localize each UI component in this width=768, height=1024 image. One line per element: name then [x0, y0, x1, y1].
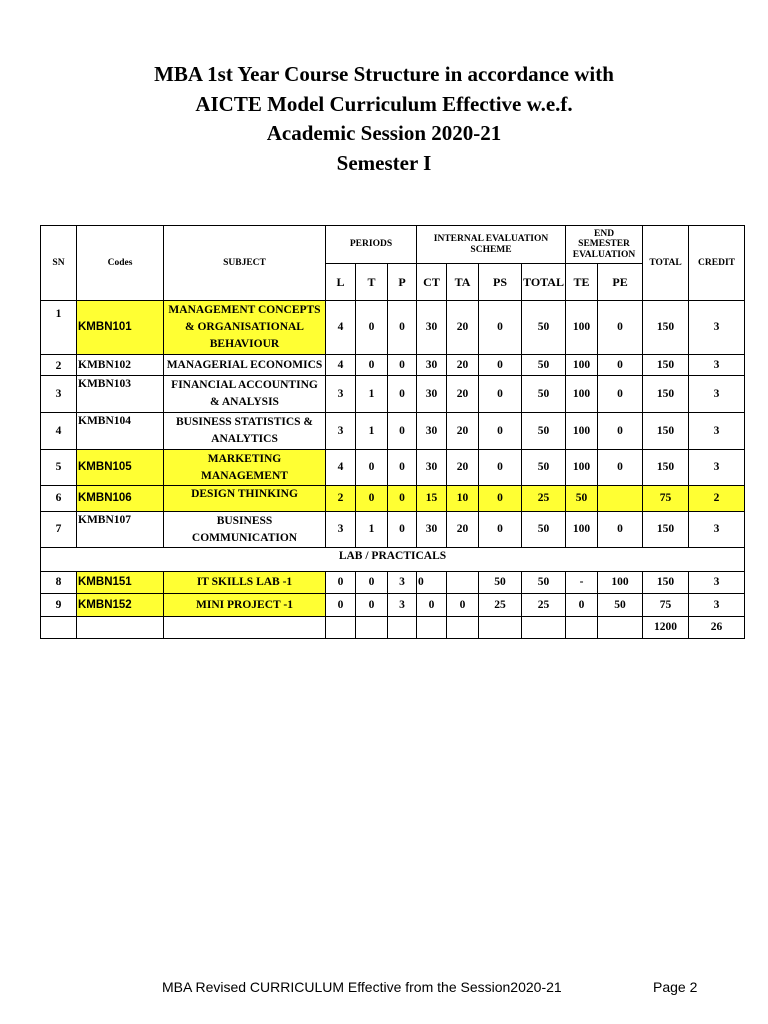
- row-credit: 3: [689, 413, 745, 450]
- row-total: 150: [643, 413, 689, 450]
- row-t: 0: [356, 572, 388, 594]
- row-credit: 3: [689, 512, 745, 548]
- row-p: 3: [388, 594, 417, 617]
- table-row: [41, 486, 745, 512]
- row-te: 0: [566, 594, 598, 617]
- row-total: 150: [643, 572, 689, 594]
- table-row: [41, 413, 745, 450]
- row-p: 0: [388, 512, 417, 548]
- header-ct: CT: [417, 264, 447, 301]
- row-total: 150: [643, 512, 689, 548]
- row-ct: 30: [417, 512, 447, 548]
- row-sn: 9: [41, 594, 77, 617]
- grand-credit: 26: [689, 617, 745, 639]
- row-sn: 4: [41, 413, 77, 450]
- row-code: KMBN152: [77, 594, 164, 617]
- row-credit: 3: [689, 376, 745, 413]
- row-ps: 0: [479, 301, 522, 355]
- row-l: 3: [326, 512, 356, 548]
- row-ct: 30: [417, 301, 447, 355]
- row-p: 0: [388, 450, 417, 486]
- row-ta: 20: [447, 301, 479, 355]
- row-l: 4: [326, 301, 356, 355]
- row-sn: 5: [41, 450, 77, 486]
- row-p: 3: [388, 572, 417, 594]
- row-sn: 1: [41, 301, 77, 355]
- header-t: T: [356, 264, 388, 301]
- row-ta: 20: [447, 376, 479, 413]
- row-int-total: 50: [522, 450, 566, 486]
- row-l: 3: [326, 413, 356, 450]
- row-te: 50: [566, 486, 598, 512]
- row-p: 0: [388, 486, 417, 512]
- row-subject: MANAGERIAL ECONOMICS: [164, 355, 326, 376]
- row-l: 3: [326, 376, 356, 413]
- header-l: L: [326, 264, 356, 301]
- row-credit: 3: [689, 355, 745, 376]
- row-ps: 0: [479, 413, 522, 450]
- row-t: 0: [356, 355, 388, 376]
- row-te: 100: [566, 413, 598, 450]
- document-title: [0, 60, 768, 178]
- row-p: 0: [388, 376, 417, 413]
- row-ct: 0: [417, 594, 447, 617]
- course-structure-table: [40, 225, 745, 639]
- table-row: [41, 301, 745, 355]
- row-ps: 0: [479, 450, 522, 486]
- row-total: 150: [643, 450, 689, 486]
- row-ct: 30: [417, 413, 447, 450]
- row-credit: 3: [689, 450, 745, 486]
- row-ct: 30: [417, 376, 447, 413]
- table-row: [41, 594, 745, 617]
- row-total: 150: [643, 301, 689, 355]
- row-t: 1: [356, 413, 388, 450]
- row-ta: 20: [447, 413, 479, 450]
- row-pe: 50: [598, 594, 643, 617]
- grand-total: 1200: [643, 617, 689, 639]
- row-int-total: 25: [522, 594, 566, 617]
- row-subject: FINANCIAL ACCOUNTING & ANALYSIS: [164, 376, 326, 413]
- row-total: 150: [643, 376, 689, 413]
- row-ps: 50: [479, 572, 522, 594]
- row-subject: MINI PROJECT -1: [164, 594, 326, 617]
- row-te: 100: [566, 355, 598, 376]
- row-pe: 0: [598, 355, 643, 376]
- row-sn: 7: [41, 512, 77, 548]
- header-p: P: [388, 264, 417, 301]
- row-total: 75: [643, 486, 689, 512]
- row-t: 0: [356, 301, 388, 355]
- header-internal-evaluation: INTERNAL EVALUATION SCHEME: [417, 226, 566, 264]
- footer-text: MBA Revised CURRICULUM Effective from the Session2020-21: [162, 979, 562, 995]
- row-total: 75: [643, 594, 689, 617]
- header-end-semester: END SEMESTER EVALUATION: [566, 226, 643, 264]
- row-ta: 20: [447, 512, 479, 548]
- row-sn: 3: [41, 376, 77, 413]
- row-te: 100: [566, 512, 598, 548]
- row-subject: IT SKILLS LAB -1: [164, 572, 326, 594]
- row-subject: MANAGEMENT CONCEPTS & ORGANISATIONAL BEHAVIOUR: [164, 301, 326, 355]
- header-ta: TA: [447, 264, 479, 301]
- row-credit: 3: [689, 594, 745, 617]
- title-line-4: Semester I: [336, 150, 432, 175]
- row-int-total: 50: [522, 512, 566, 548]
- row-l: 0: [326, 572, 356, 594]
- header-total: TOTAL: [643, 226, 689, 301]
- title-line-2: AICTE Model Curriculum Effective w.e.f.: [195, 91, 573, 116]
- row-pe: 0: [598, 512, 643, 548]
- row-credit: 2: [689, 486, 745, 512]
- row-t: 1: [356, 376, 388, 413]
- row-ta: 10: [447, 486, 479, 512]
- row-code: KMBN103: [77, 376, 164, 413]
- row-pe: 0: [598, 301, 643, 355]
- page-number: Page 2: [653, 979, 698, 995]
- row-ta: 20: [447, 450, 479, 486]
- row-ps: 0: [479, 486, 522, 512]
- row-code: KMBN107: [77, 512, 164, 548]
- row-code: KMBN105: [77, 450, 164, 486]
- row-ta: 20: [447, 355, 479, 376]
- row-int-total: 25: [522, 486, 566, 512]
- row-subject: BUSINESS STATISTICS & ANALYTICS: [164, 413, 326, 450]
- header-sn: SN: [41, 226, 77, 301]
- table-row: [41, 512, 745, 548]
- row-int-total: 50: [522, 301, 566, 355]
- header-credit: CREDIT: [689, 226, 745, 301]
- row-total: 150: [643, 355, 689, 376]
- row-ps: 25: [479, 594, 522, 617]
- row-ta: 0: [447, 594, 479, 617]
- header-ps: PS: [479, 264, 522, 301]
- header-row-1: [41, 226, 745, 264]
- header-int-total: TOTAL: [522, 264, 566, 301]
- row-sn: 6: [41, 486, 77, 512]
- row-ta: [447, 572, 479, 594]
- row-l: 2: [326, 486, 356, 512]
- row-credit: 3: [689, 572, 745, 594]
- table-row: [41, 450, 745, 486]
- row-pe: 0: [598, 376, 643, 413]
- row-pe: 0: [598, 450, 643, 486]
- lab-section-row: [41, 548, 745, 572]
- row-int-total: 50: [522, 376, 566, 413]
- row-pe: 100: [598, 572, 643, 594]
- row-t: 0: [356, 450, 388, 486]
- row-pe: 0: [598, 413, 643, 450]
- title-line-3: Academic Session 2020-21: [266, 121, 502, 145]
- row-sn: 8: [41, 572, 77, 594]
- row-code: KMBN151: [77, 572, 164, 594]
- row-credit: 3: [689, 301, 745, 355]
- lab-section-header: LAB / PRACTICALS: [41, 548, 745, 572]
- row-te: 100: [566, 301, 598, 355]
- header-te: TE: [566, 264, 598, 301]
- row-t: 0: [356, 594, 388, 617]
- table-row: [41, 355, 745, 376]
- title-line-1: MBA 1st Year Course Structure in accordance with: [154, 62, 614, 86]
- row-p: 0: [388, 301, 417, 355]
- header-pe: PE: [598, 264, 643, 301]
- table-row: [41, 572, 745, 594]
- row-ps: 0: [479, 355, 522, 376]
- row-subject: BUSINESS COMMUNICATION: [164, 512, 326, 548]
- row-te: -: [566, 572, 598, 594]
- row-pe: [598, 486, 643, 512]
- row-ps: 0: [479, 512, 522, 548]
- row-p: 0: [388, 355, 417, 376]
- row-code: KMBN106: [77, 486, 164, 512]
- row-t: 1: [356, 512, 388, 548]
- row-te: 100: [566, 450, 598, 486]
- totals-row: [41, 617, 745, 639]
- row-subject: DESIGN THINKING: [164, 486, 326, 512]
- header-periods: PERIODS: [326, 226, 417, 264]
- row-l: 4: [326, 355, 356, 376]
- row-int-total: 50: [522, 355, 566, 376]
- row-code: KMBN101: [77, 301, 164, 355]
- row-ct: 0: [417, 572, 447, 594]
- row-subject: MARKETING MANAGEMENT: [164, 450, 326, 486]
- row-code: KMBN102: [77, 355, 164, 376]
- row-int-total: 50: [522, 572, 566, 594]
- row-te: 100: [566, 376, 598, 413]
- table-row: [41, 376, 745, 413]
- row-l: 0: [326, 594, 356, 617]
- row-sn: 2: [41, 355, 77, 376]
- row-p: 0: [388, 413, 417, 450]
- row-code: KMBN104: [77, 413, 164, 450]
- row-t: 0: [356, 486, 388, 512]
- row-ct: 30: [417, 355, 447, 376]
- header-subject: SUBJECT: [164, 226, 326, 301]
- header-codes: Codes: [77, 226, 164, 301]
- row-int-total: 50: [522, 413, 566, 450]
- row-ct: 15: [417, 486, 447, 512]
- row-ps: 0: [479, 376, 522, 413]
- row-ct: 30: [417, 450, 447, 486]
- row-l: 4: [326, 450, 356, 486]
